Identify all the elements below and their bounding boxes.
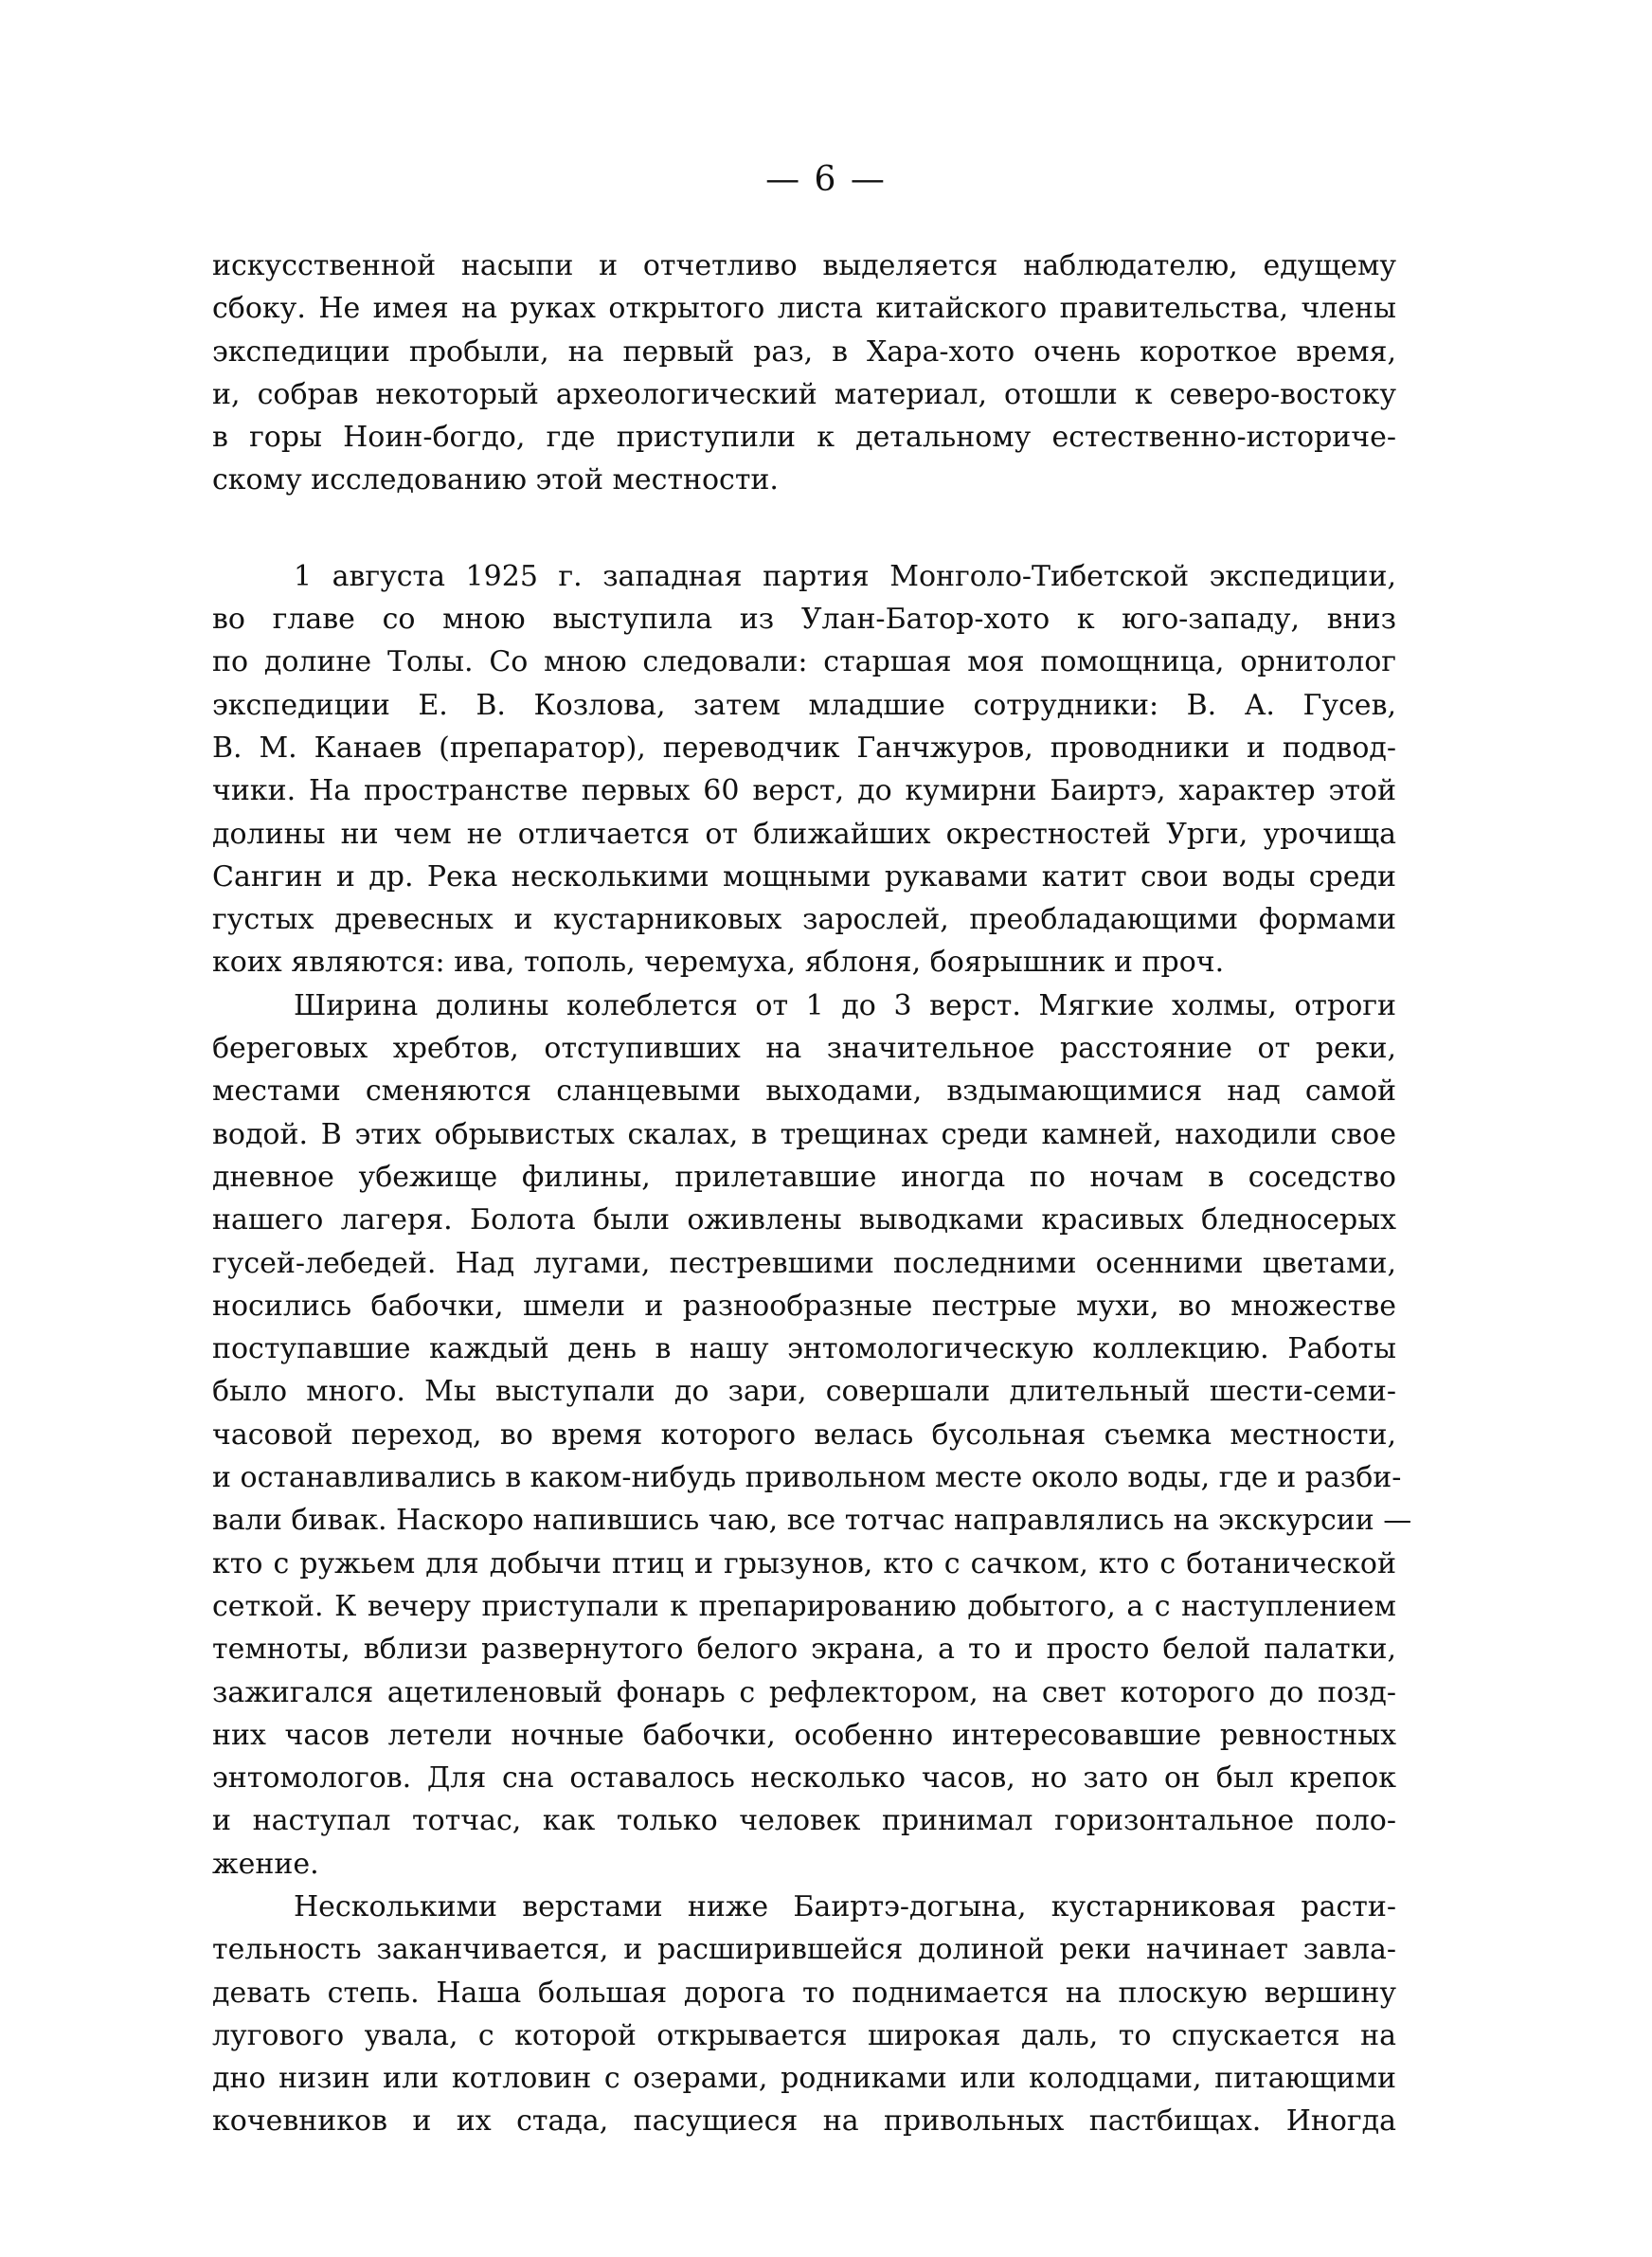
body-text [212, 244, 1412, 2143]
text-line: сбоку. Не имея на руках открытого листа китайского правительства, члены [212, 292, 1396, 326]
text-line: чики. На пространстве первых 60 верст, до кумирни Баиртэ, характер этой [212, 774, 1396, 808]
text-line: и, собрав некоторый археологический материал, отошли к северо-востоку [212, 377, 1396, 411]
text-line: береговых хребтов, отступивших на значительное расстояние от реки, [212, 1032, 1396, 1066]
text-line: поступавшие каждый день в нашу энтомологическую коллекцию. Работы [212, 1332, 1396, 1366]
text-line: и останавливались в каком-нибудь привольном месте около воды, где и разби- [212, 1461, 1402, 1495]
text-line: скому исследованию этой местности. [212, 463, 779, 497]
text-line: гусей-лебедей. Над лугами, пестревшими последними осенними цветами, [212, 1246, 1396, 1280]
text-line: экспедиции пробыли, на первый раз, в Хара-хото очень короткое время, [212, 334, 1396, 369]
paragraph-3 [212, 984, 1412, 1886]
text-line: зажигался ацетиленовый фонарь с рефлектором, на свет которого до позд- [212, 1675, 1396, 1709]
text-line: кто с ружьем для добычи птиц и грызунов, кто с сачком, кто с ботанической [212, 1546, 1396, 1580]
text-line: энтомологов. Для сна оставалось несколько часов, но зато он был крепок [212, 1761, 1396, 1796]
text-line: них часов летели ночные бабочки, особенно интересовавшие ревностных [212, 1718, 1396, 1752]
text-line: долины ни чем не отличается от ближайших окрестностей Урги, урочища [212, 817, 1396, 851]
page-number: — 6 — [765, 160, 887, 199]
text-line: Сангин и др. Река несколькими мощными рукавами катит свои воды среди [212, 859, 1396, 894]
text-line: часовой переход, во время которого велась бусольная съемка местности, [212, 1417, 1396, 1452]
text-line: темноты, вблизи развернутого белого экрана, а то и просто белой палатки, [212, 1633, 1396, 1667]
text-line: В. М. Канаев (препаратор), переводчик Ганчжуров, проводники и подвод- [212, 731, 1396, 765]
text-line: и наступал тотчас, как только человек принимал горизонтальное поло- [212, 1804, 1396, 1838]
text-line: водой. В этих обрывистых скалах, в трещинах среди камней, находили свое [212, 1117, 1396, 1151]
text-line: кочевников и их стада, пасущиеся на привольных пастбищах. Иногда [212, 2104, 1396, 2139]
text-line: экспедиции Е. В. Козлова, затем младшие сотрудники: В. А. Гусев, [212, 688, 1396, 722]
text-line: Ширина долины колеблется от 1 до 3 верст. Мягкие холмы, отроги [294, 988, 1396, 1022]
paragraph-2 [212, 555, 1396, 984]
text-line: вали бивак. Наскоро напившись чаю, все тотчас направлялись на экскурсии — [212, 1504, 1412, 1538]
text-line: дно низин или котловин с озерами, родниками или колодцами, питающими [212, 2062, 1396, 2096]
text-line: местами сменяются сланцевыми выходами, вздымающимися над самой [212, 1074, 1396, 1109]
text-line: дневное убежище филины, прилетавшие иногда по ночам в соседство [212, 1160, 1396, 1194]
text-line: во главе со мною выступила из Улан-Батор-хото к юго-западу, вниз [212, 603, 1396, 637]
text-line: тельность заканчивается, и расширившейся долиной реки начинает завла- [212, 1933, 1396, 1967]
text-line: коих являются: ива, тополь, черемуха, яблоня, боярышник и проч. [212, 946, 1225, 980]
text-line: в горы Ноин-богдо, где приступили к детальному естественно-историче- [212, 421, 1396, 455]
text-line: по долине Толы. Со мною следовали: старшая моя помощница, орнитолог [212, 645, 1396, 679]
text-line: нашего лагеря. Болота были оживлены выводками красивых бледносерых [212, 1203, 1396, 1237]
text-line: было много. Мы выступали до зари, совершали длительный шести-семи- [212, 1375, 1396, 1409]
text-line: 1 августа 1925 г. западная партия Монголо-Тибетской экспедиции, [294, 559, 1396, 593]
text-line: носились бабочки, шмели и разнообразные пестрые мухи, во множестве [212, 1289, 1396, 1323]
paragraph-4 [212, 1886, 1396, 2143]
paragraph-1 [212, 244, 1396, 502]
text-line: Несколькими верстами ниже Баиртэ-догына, кустарниковая расти- [294, 1889, 1396, 1923]
text-line: искусственной насыпи и отчетливо выделяется наблюдателю, едущему [212, 249, 1396, 282]
text-line: сеткой. К вечеру приступали к препарированию добытого, а с наступлением [212, 1589, 1396, 1623]
text-line: густых древесных и кустарниковых зарослей, преобладающими формами [212, 903, 1396, 937]
text-line: девать степь. Наша большая дорога то поднимается на плоскую вершину [212, 1976, 1396, 2010]
text-line: лугового увала, с которой открывается широкая даль, то спускается на [212, 2018, 1396, 2052]
text-line: жение. [212, 1847, 319, 1881]
